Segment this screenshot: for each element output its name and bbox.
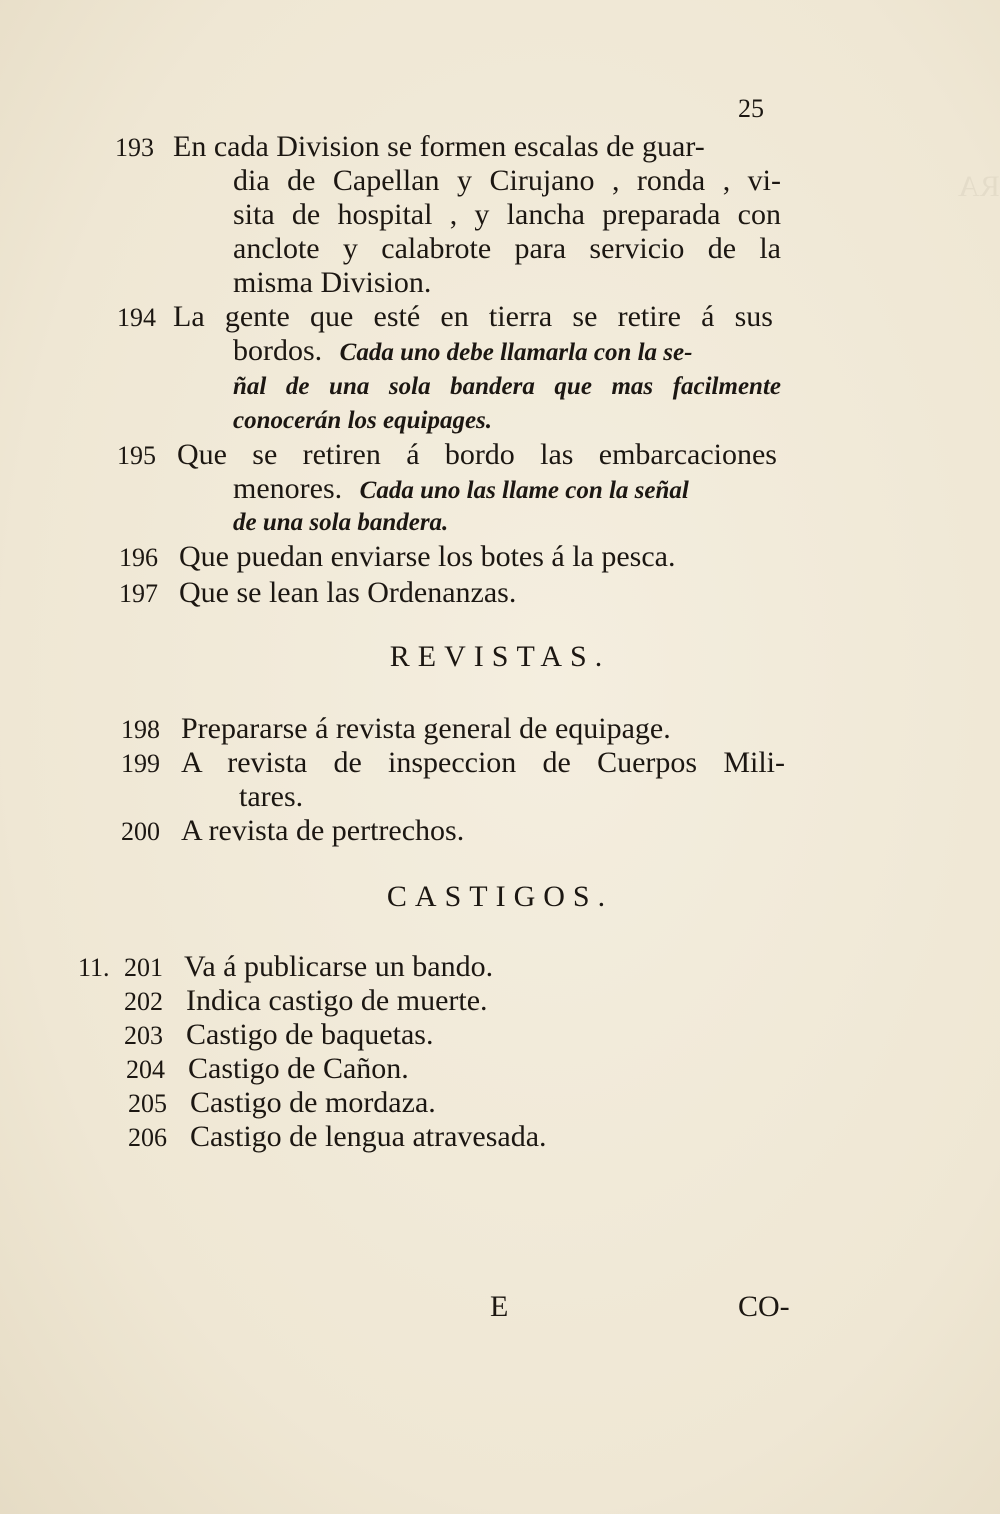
entry-text: bordos. xyxy=(233,334,323,367)
signature-mark: E xyxy=(490,1290,509,1323)
entry-193 xyxy=(115,130,705,165)
entry-text: Que puedan enviarse los botes á la pesca. xyxy=(179,540,676,573)
entry-number: 197 xyxy=(119,579,158,608)
entry-number: 196 xyxy=(119,543,158,572)
entry-204 xyxy=(126,1052,409,1087)
entry-text: La gente que esté en tierra se retire á sus xyxy=(173,300,773,333)
entry-195 xyxy=(117,438,781,473)
page-number: 25 xyxy=(738,94,764,123)
entry-text: Indica castigo de muerte. xyxy=(186,984,488,1017)
entry-note: Cada uno las llame con la señal xyxy=(359,477,689,504)
entry-number: 203 xyxy=(124,1021,163,1050)
entry-text: Castigo de baquetas. xyxy=(186,1018,434,1051)
entry-196 xyxy=(119,540,675,575)
entry-text: Castigo de mordaza. xyxy=(190,1086,436,1119)
entry-193-line-4: anclote y calabrote para servicio de la xyxy=(233,232,781,265)
section-heading-castigos: CASTIGOS. xyxy=(386,880,614,913)
entry-194 xyxy=(117,300,781,335)
catchword: CO- xyxy=(738,1290,790,1323)
entry-200 xyxy=(121,814,464,849)
section-heading-revistas: REVISTAS. xyxy=(389,640,611,673)
entry-199 xyxy=(121,746,789,781)
entry-text: A revista de pertrechos. xyxy=(181,814,465,847)
entry-text: Que se lean las Ordenanzas. xyxy=(179,576,517,609)
entry-number: 204 xyxy=(126,1055,165,1084)
entry-193-line-5: misma Division. xyxy=(233,266,432,299)
entry-205 xyxy=(128,1086,436,1121)
entry-number: 201 xyxy=(124,953,163,982)
entry-193-line-3: sita de hospital , y lancha preparada con xyxy=(233,198,781,231)
entry-text: Castigo de Cañon. xyxy=(188,1052,409,1085)
entry-number: 199 xyxy=(121,749,160,778)
entry-text: A revista de inspeccion de Cuerpos Mili- xyxy=(181,746,785,779)
entry-prefix: 11. xyxy=(78,953,110,982)
entry-number: 193 xyxy=(115,133,154,162)
entry-195-line-2 xyxy=(233,472,781,508)
entry-text: menores. xyxy=(233,472,343,505)
entry-195-note-2: de una sola bandera. xyxy=(233,509,449,536)
entry-194-line-2 xyxy=(233,334,781,370)
entry-number: 195 xyxy=(117,441,156,470)
entry-194-note-2: ñal de una sola bandera que mas facilmente xyxy=(233,373,781,400)
entry-203 xyxy=(124,1018,433,1053)
entry-text: Prepararse á revista general de equipage. xyxy=(181,712,671,745)
entry-206 xyxy=(128,1120,547,1155)
entry-number: 202 xyxy=(124,987,163,1016)
entry-202 xyxy=(124,984,488,1019)
entry-text: En cada Division se formen escalas de guar- xyxy=(173,130,705,163)
entry-number: 200 xyxy=(121,817,160,846)
entry-197 xyxy=(119,576,516,611)
entry-text: Que se retiren á bordo las embarcaciones xyxy=(177,438,777,471)
entry-number: 194 xyxy=(117,303,156,332)
entry-number: 198 xyxy=(121,715,160,744)
entry-194-note-3: conocerán los equipages. xyxy=(233,407,493,434)
bleed-through-decoration: RA xyxy=(958,170,1000,203)
entry-198 xyxy=(121,712,671,747)
entry-199-line-2: tares. xyxy=(239,780,304,813)
entry-note: Cada uno debe llamarla con la se- xyxy=(339,339,693,366)
entry-number: 205 xyxy=(128,1089,167,1118)
entry-text: Castigo de lengua atravesada. xyxy=(190,1120,547,1153)
entry-193-line-2: dia de Capellan y Cirujano , ronda , vi- xyxy=(233,164,781,197)
entry-number: 206 xyxy=(128,1123,167,1152)
entry-text: Va á publicarse un bando. xyxy=(184,950,494,983)
entry-201 xyxy=(78,950,493,985)
